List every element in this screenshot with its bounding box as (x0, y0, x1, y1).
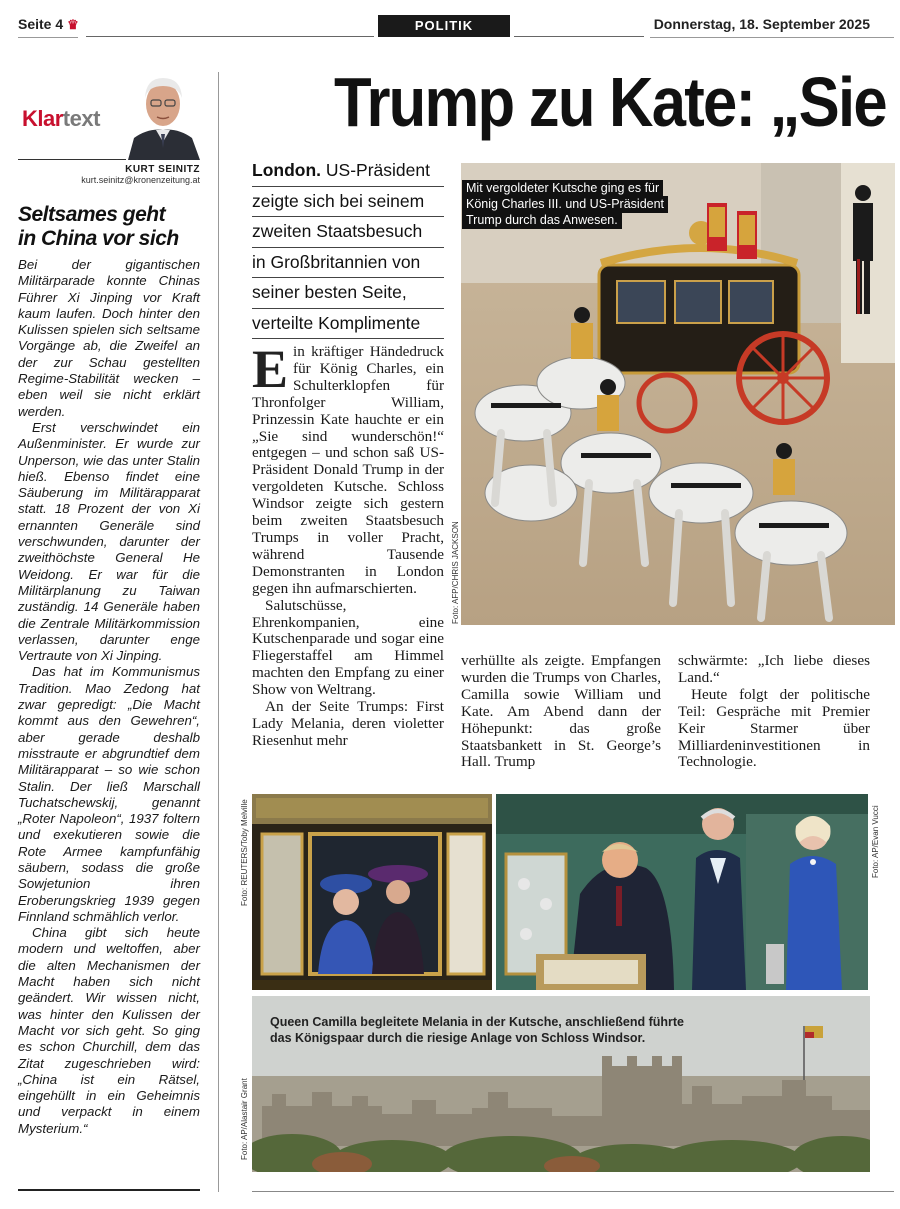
column-paragraph: Bei der gigantischen Militärparade konnte Chinas Führer Xi Jinping vor Kraft kaum laufen. Doch hinter den Kulissen spielen sich seltsame Vorgänge ab, die Zweifel an der zur Schau gestellten Regime-Stabilität wecken – eben weil sie nicht erklärt werden. (18, 257, 200, 419)
article-headline: Trump zu Kate: „Sie (334, 63, 886, 141)
lead-line: seiner besten Seite, (252, 278, 444, 309)
page-number (18, 16, 79, 33)
castle-caption-line: Queen Camilla begleitete Melania in der Kutsche, anschließend führte (270, 1015, 684, 1029)
carriage-window-image (252, 794, 492, 990)
article-paragraph: Salutschüsse, Ehrenkompanien, eine Kutschenparade und sogar eine Fliegerstaffel am Himmel machten den Empfang zu einer Show von Weltrang. (252, 596, 444, 699)
section-label: POLITIK (378, 15, 510, 37)
lead-line (252, 156, 444, 187)
castle-caption-line: das Königspaar durch die riesige Anlage von Schloss Windsor. (270, 1031, 646, 1045)
column-title-line: in China vor sich (18, 227, 179, 250)
article-paragraph: Heute folgt der politische Teil: Gespräche mit Premier Keir Starmer über Milliardeninvestitionen in Technologie. (678, 685, 870, 771)
header-underline-right (650, 37, 894, 38)
article-paragraph (252, 339, 444, 598)
lead-line: zweiten Staatsbesuch (252, 217, 444, 248)
article-bottom-rule (252, 1191, 894, 1192)
main-photo-credit: Foto: AFP/CHRIS JACKSON (451, 521, 460, 624)
main-photo-caption-line: Mit vergoldeter Kutsche ging es für (462, 180, 663, 197)
issue-date: Donnerstag, 18. September 2025 (653, 16, 870, 32)
article-lead (252, 156, 444, 339)
article-body-col-3 (678, 653, 870, 771)
royals-photo-credit: Foto: AP/Evan Vucci (871, 805, 880, 878)
logo-red: Klar (22, 106, 63, 131)
column-paragraph: Erst verschwindet ein Außenminister. Er wurde zur Unperson, wie das unter Stalin hieß. Ebenso findet eine Säuberung im Militärapparat statt. 18 Prozent der von Xi ernannten Generäle sind verschwunden, darunter der zweithöchste General He Weidong. Er war für die Militärplanung zu Taiwan zuständig. 14 Generäle haben die Zentrale Militärkommission verlassen, darunter enge Vertraute von Xi Jinping. (18, 419, 200, 664)
author-name: KURT SEINITZ (125, 164, 200, 175)
column-paragraph: Das hat im Kommunismus Tradition. Mao Zedong hat zwar gepredigt: „Die Macht kommt aus den Gewehren“, aber gerade deshalb misstraute er abgrundtief dem Militärapparat – so wie schon Stalin. Der ließ Marschall Tuchatschewskij, genannt „Roter Napoleon“, 1937 foltern und exekutieren sowie die Rote Armee kampfunfähig säubern, sodass die große Sowjetunion ihren Eroberungskrieg 1939 gegen Finnland schmählich verlor. (18, 664, 200, 924)
main-photo-caption-line: König Charles III. und US-Präsident (462, 196, 668, 213)
column-title-line: Seltsames geht (18, 203, 166, 226)
column-title (18, 203, 200, 251)
author-portrait (126, 68, 200, 160)
page-number-label: Seite 4 (18, 16, 64, 32)
author-email: kurt.seinitz@kronenzeitung.at (81, 175, 200, 185)
royals-photo (496, 794, 868, 990)
article-body-col-1 (252, 339, 444, 750)
drop-cap: E (252, 339, 289, 399)
article-paragraph: An der Seite Trumps: First Lady Melania, deren violetter Riesenhut mehr (252, 698, 444, 749)
column-bottom-rule (18, 1189, 200, 1191)
main-photo-caption-line: Trump durch das Anwesen. (462, 212, 622, 229)
article-paragraph: verhüllte als zeigte. Empfangen wurden die Trumps von Charles, Camilla sowie William und Kate. Am Abend dann der Höhepunkt: das große Staatsbankett in St. George’s Hall. Trump (461, 652, 661, 771)
header-rule-left (86, 36, 374, 37)
paragraph-text: in kräftiger Händedruck für König Charles, ein Schulterklopfen für Thronfolger William, Prinzessin Kate hauchte er ein „Sie sind wunderschön!“ entgegen – und schon saß US-Präsident Donald Trump in der vergoldeten Kutsche. Schloss Windsor zeigte sich gestern beim zweiten Staatsbesuch Trumps in voller Pracht, während Tausende Demonstranten in London gegen ihn aufmarschierten. (252, 343, 444, 597)
header-underline (18, 37, 78, 38)
lead-line: zeigte sich bei seinem (252, 187, 444, 218)
column-header (18, 62, 200, 160)
lead-dateline: London. (252, 160, 322, 180)
royals-photo-image (496, 794, 868, 990)
article-paragraph: schwärmte: „Ich liebe dieses Land.“ (678, 652, 870, 686)
carriage-window-credit: Foto: REUTERS/Toby Melville (240, 799, 249, 906)
column-divider (218, 72, 219, 1192)
castle-photo-credit: Foto: AP/Alastair Grant (240, 1078, 249, 1160)
column-body (18, 257, 200, 1137)
header-rule-right (514, 36, 644, 37)
lead-text: US-Präsident (321, 160, 430, 180)
carriage-photo (461, 163, 895, 625)
logo-grey: text (62, 106, 100, 131)
column-paragraph: China gibt sich heute modern und weltoffen, aber die alten Mechanismen der Macht haben sich nicht geändert. Wir wissen nicht, was hinter den Kulissen der Macht vor sich geht. So ging es schon Churchill, dem das Zitat zugeschrieben wird: „China ist ein Rätsel, eingehüllt in ein Geheimnis und verpackt in einem Mysterium.“ (18, 925, 200, 1136)
opinion-column (18, 62, 200, 1137)
lead-line: verteilte Komplimente (252, 309, 444, 340)
crown-icon: ♛ (67, 17, 79, 32)
klartext-logo (22, 106, 100, 132)
lead-line: in Großbritannien von (252, 248, 444, 279)
article-body-col-2 (461, 653, 661, 771)
carriage-photo-image (461, 163, 895, 625)
carriage-window-photo (252, 794, 492, 990)
